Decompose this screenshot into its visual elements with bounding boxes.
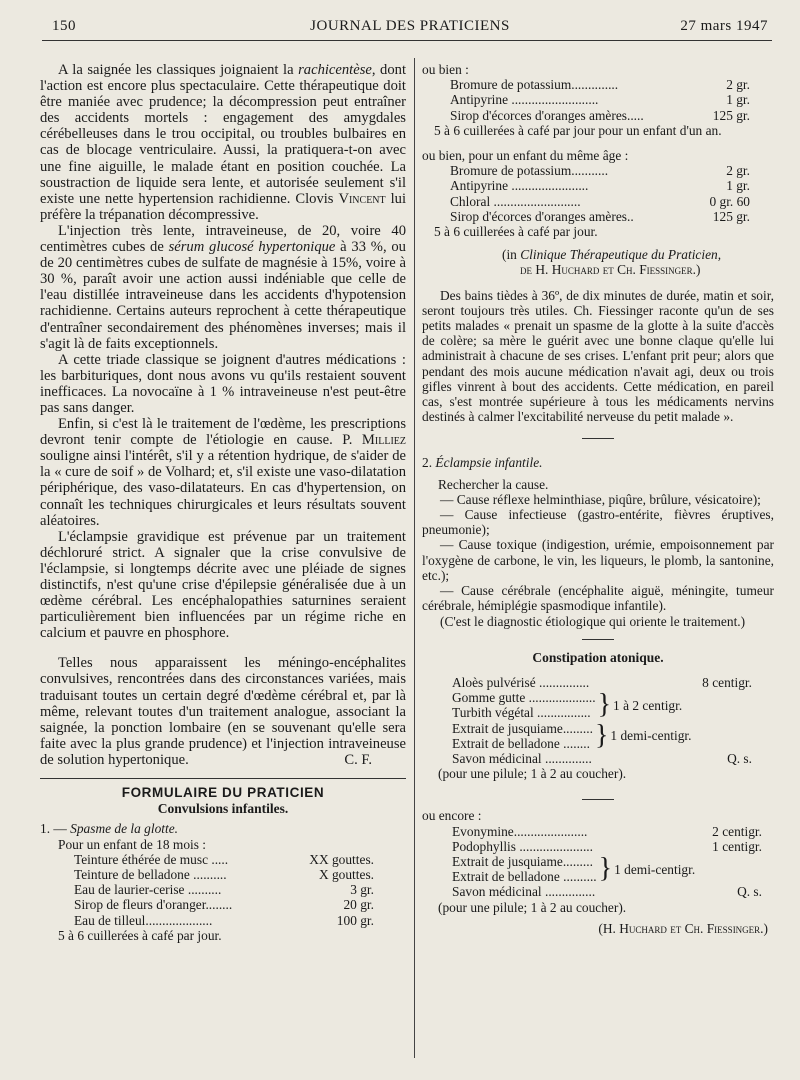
issue-date: 27 mars 1947 (680, 18, 768, 34)
header-rule (42, 40, 772, 41)
page-number: 150 (52, 18, 76, 34)
prescription-2 (422, 77, 750, 123)
rx2-row: Antipyrine .......................... 1 gr. (450, 92, 750, 108)
source-citation-1b: de H. Huchard et Ch. Fiessinger.) (520, 262, 701, 278)
paragraph-eclampsie: L'éclampsie gravidique est prévenue par un traitement déchloruré strict. A signaler que la crise convulsive de l'éclampsie, si longtemps décrite avec une pléiade de signes distinctifs, n'est qu'une crise d'épilepsie généralisée due à un œdème cérébral. Les encéphalopathies saturnines seraient particulièrement bien influencées par un régime riche en calcium et pauvre en phosphore. (40, 528, 406, 642)
cause-item: — Cause toxique (indigestion, urémie, empoisonnement par l'oxygène de carbone, le vin, les liqueurs, le plomb, la santonine, etc.); (422, 537, 774, 583)
paragraph-oedeme: Enfin, si c'est là le traitement de l'œdème, les prescriptions devront tenir compte de l'étiologie en cause. P. Milliez souligne ainsi l'intérêt, s'il y a rétention hydrique, de s'aider de la « cure de soif » de Volhard; et, s'il existe une vaso-dilatation périphérique, des vaso-dilatateurs. En cas d'hypertension, on connaît les techniques chirurgicales et leurs résultats souvent aléatoires. (40, 416, 406, 529)
journal-title: JOURNAL DES PRATICIENS (310, 18, 510, 34)
rx1-row: Teinture de belladone .......... X gouttes. (74, 866, 374, 882)
dose-3: 5 à 6 cuillerées à café par jour. (434, 224, 598, 240)
rx1-row: Sirop de fleurs d'oranger........ 20 gr. (74, 897, 374, 913)
rx3-row: Chloral .......................... 0 gr. 60 (450, 193, 750, 209)
ou-bien-label: ou bien : (422, 62, 469, 77)
constipation-title: Constipation atonique. (532, 649, 664, 665)
rx3-row: Bromure de potassium........... 2 gr. (450, 163, 750, 179)
cause-list (422, 492, 774, 614)
rx2-row: Bromure de potassium.............. 2 gr. (450, 77, 750, 93)
source-citation-2: (H. Huchard et Ch. Fiessinger.) (598, 920, 768, 936)
prescription-4: Aloès pulvérisé ............... 8 centigr. Gomme gutte .................... Turbith végétal ................ } 1 à 2 centigr. Extrait de jusquiame......... Extrait de belladone ........ } 1 demi-centigr. Savon médicinal .............. Q. s. (452, 674, 752, 766)
paragraph-rachicentese: A la saignée les classiques joignaient la rachicentèse, dont l'action est encore plus spectaculaire. Cette thérapeutique doit être maniée avec prudence; la décompression peut entraîner des accidents mortels : engagement des amygdales cérébelleuses dans le trou occipital, ou troubles bulbaires en cas de blocage ventriculaire. Aussi, la pratiquera-t-on avec une fine aiguille, le malade étant en position couchée. La soustraction de liquide sera lente, et autorisée seulement s'il existe une nette hypertension rachidienne. Clovis Vincent lui préfère la trépanation décompressive. (40, 62, 407, 223)
signature: C. F. (344, 752, 372, 769)
convulsions-title: Convulsions infantiles. (157, 801, 289, 817)
rx2-row: Sirop d'écorces d'oranges amères..... 125 gr. (450, 107, 750, 123)
dose-2: 5 à 6 cuillerées à café par jour pour un enfant d'un an. (434, 122, 722, 138)
dose-5: (pour une pilule; 1 à 2 au coucher). (438, 899, 627, 915)
cause-item: — Cause cérébrale (encéphalite aiguë, méningite, tumeur cérébrale, hémiplégie spasmodique infantile). (422, 583, 774, 614)
ou-bien-2-label: ou bien, pour un enfant du même âge : (422, 148, 629, 164)
dose-4: (pour une pilule; 1 à 2 au coucher). (438, 766, 627, 782)
prescription-5: Evonymine...................... 2 centigr. Podophyllis ...................... 1 centigr. Extrait de jusquiame......... Extrait de belladone .......... } 1 demi-centigr. Savon médicinal ............... Q. s. (452, 823, 762, 900)
rx1-row: Eau de laurier-cerise .......... 3 gr. (74, 882, 374, 898)
rx1-row: Eau de tilleul.................... 100 gr. (74, 912, 374, 928)
source-citation-1: (in Clinique Thérapeutique du Praticien, (502, 247, 722, 263)
left-column (40, 62, 406, 943)
item-spasme: 1. — Spasme de la glotte. Pour un enfant de 18 mois : Teinture éthérée de musc ..... XX gouttes. Teinture de belladone .......... X gouttes. Eau de laurier-cerise .......... 3 gr. Sirop de fleurs d'oranger........ 20 gr. Eau de tilleul.................... 100 gr. 5 à 6 cuillerées à café par jour. (40, 821, 374, 943)
prescription-1 (40, 852, 374, 928)
paragraph-bains: Des bains tièdes à 36º, de dix minutes de durée, matin et soir, seront toujours très utiles. Ch. Fiessinger raconte qu'un de ses petits malades « prenait un spasme de la glotte à la suite d'accès de colère; sa mère le guérit avec une bonne claque qu'elle lui administrait à chacune de ses crises. L'enfant prit peur; alors que pendant des mois aucune médication n'avait agi, deux ou trois gifles vinrent à bout des accidents. Cette médication, en pareil cas, s'est montrée supérieure à tous les médicaments nervins destinés à calmer l'excitabilité nerveuse du petit malade ». (422, 287, 774, 425)
page-header (52, 18, 768, 40)
ou-encore-label: ou encore : (422, 808, 482, 824)
separator-1 (582, 438, 614, 439)
cause-intro: Rechercher la cause. (438, 476, 549, 492)
rx3-row: Sirop d'écorces d'oranges amères.. 125 gr. (450, 208, 750, 224)
formulaire-title: FORMULAIRE DU PRATICIEN (121, 785, 325, 801)
cause-item: — Cause infectieuse (gastro-entérite, fièvres éruptives, pneumonie); (422, 507, 774, 538)
separator-3 (582, 799, 614, 800)
etiology-note: (C'est le diagnostic étiologique qui oriente le traitement.) (440, 613, 746, 629)
right-column (422, 62, 774, 936)
rx1-row: Teinture éthérée de musc ..... XX gouttes. (74, 851, 374, 867)
paragraph-conclusion: Telles nous apparaissent les méningo-encéphalites convulsives, rencontrées dans des circonstances variées, mais traduisant toutes un certain degré d'œdème cérébral et, par là même, relevant toutes d'un traitement analogue, associant la saignée, la ponction lombaire (en se souvenant qu'elle sera faite avec la plus grande prudence) et l'injection intraveineuse de solution hypertonique. (40, 655, 406, 768)
prescription-3 (422, 163, 750, 224)
item-eclampsie-title: 2. Éclampsie infantile. (422, 455, 543, 471)
section-rule (40, 778, 406, 779)
column-divider (414, 58, 415, 1058)
paragraph-triade: A cette triade classique se joignent d'autres médications : les barbituriques, dont nous avons vu qu'ils restaient souvent inefficaces. La novocaïne à 1 % intraveineuse n'est peut-être pas sans danger. (40, 351, 406, 416)
paragraph-injection: L'injection très lente, intraveineuse, de 20, voire 40 centimètres cubes de sérum glucosé hypertonique à 33 %, ou de 20 centimètres cubes de sulfate de magnésie à 15%, voire à 30 %, paraît avoir une action aussi indéniable que celle de l'eau distillée intraveineuse dans les accidents d'hypotension rachidienne. Certains auteurs reprochent à cette thérapeutique d'entraîner secondairement des phénomènes inverses; mais il s'agit là de faits exceptionnels. (40, 222, 406, 352)
cause-item: — Cause réflexe helminthiase, piqûre, brûlure, vésicatoire); (440, 491, 761, 507)
separator-2 (582, 639, 614, 640)
rx3-row: Antipyrine ....................... 1 gr. (450, 178, 750, 194)
